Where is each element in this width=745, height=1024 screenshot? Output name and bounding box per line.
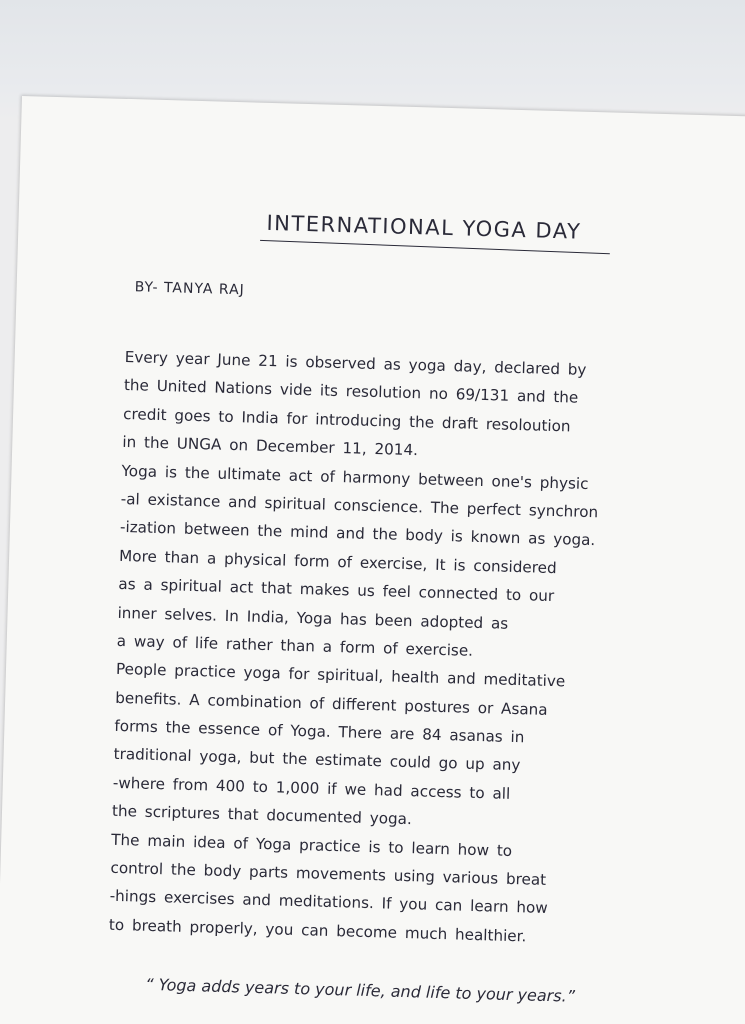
essay-line: to breath properly, you can become much healthier.: [108, 915, 527, 946]
essay-title: INTERNATIONAL YOGA DAY: [266, 210, 582, 244]
essay-line: traditional yoga, but the estimate could go up any: [113, 745, 521, 775]
essay-body: [108, 343, 724, 956]
author-byline: BY- TANYA RAJ: [134, 279, 245, 299]
essay-line: Yoga is the ultimate act of harmony between one's physic: [121, 461, 589, 493]
essay-line: the scriptures that documented yoga.: [111, 802, 413, 829]
essay-line: -where from 400 to 1,000 if we had access to all: [112, 773, 511, 803]
essay-line: -al existance and spiritual conscience. The perfect synchron: [120, 489, 599, 522]
essay-line: -ization between the mind and the body is known as yoga.: [119, 518, 596, 550]
essay-line: People practice yoga for spiritual, health and meditative: [115, 660, 566, 691]
essay-line: a way of life rather than a form of exercise.: [116, 631, 474, 660]
essay-line: forms the essence of Yoga. There are 84 asanas in: [114, 716, 525, 747]
essay-line: More than a physical form of exercise, It is considered: [118, 546, 557, 577]
essay-line: Every year June 21 is observed as yoga day, declared by: [124, 347, 587, 379]
essay-line: control the body parts movements using various breat: [110, 858, 547, 889]
handwritten-sheet: [0, 96, 745, 1024]
essay-line: in the UNGA on December 11, 2014.: [122, 433, 419, 460]
essay-line: benefits. A combination of different postures or Asana: [114, 688, 548, 719]
essay-line: the United Nations vide its resolution no 69/131 and the: [123, 376, 579, 408]
closing-quote: “ Yoga adds years to your life, and life to your years.”: [144, 974, 576, 1006]
essay-line: The main idea of Yoga practice is to learn how to: [111, 830, 513, 860]
essay-line: credit goes to India for introducing the draft resoloution: [122, 404, 571, 436]
essay-line: -hings exercises and meditations. If you can learn how: [109, 887, 548, 918]
essay-line: as a spiritual act that makes us feel connected to our: [118, 575, 555, 606]
essay-line: inner selves. In India, Yoga has been adopted as: [117, 603, 509, 633]
